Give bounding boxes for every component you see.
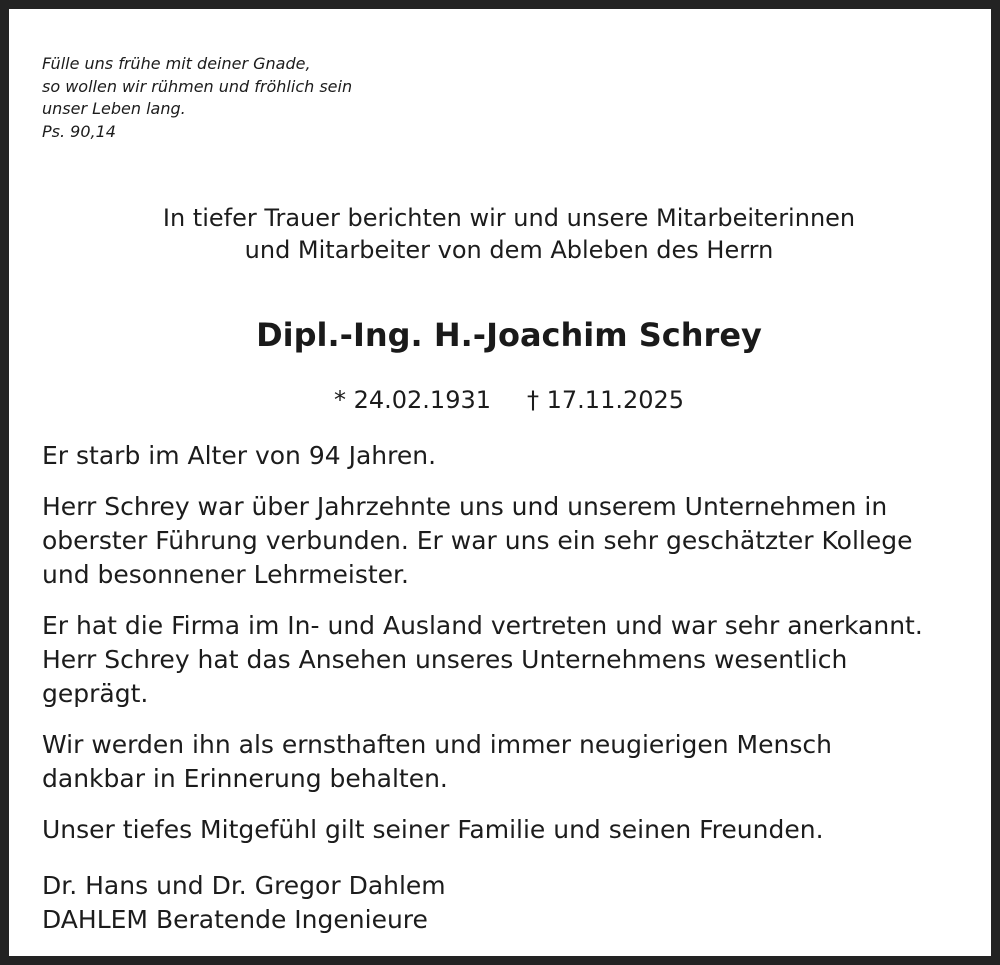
intro-line: und Mitarbeiter von dem Ableben des Herrn (244, 236, 774, 264)
paragraph-line: Wir werden ihn als ernsthaften und immer neugierigen Mensch (42, 730, 832, 759)
intro-line: In tiefer Trauer berichten wir und unsere Mitarbeiterinnen (162, 204, 856, 232)
verse-line: unser Leben lang. (42, 99, 186, 119)
paragraph (42, 813, 923, 847)
birth-date: * 24.02.1931 (333, 386, 491, 414)
intro-text (9, 202, 1000, 266)
paragraph-line: Herr Schrey war über Jahrzehnte uns und unserem Unternehmen in (42, 492, 888, 521)
paragraph (42, 728, 923, 796)
bible-verse (42, 53, 352, 143)
paragraph (42, 490, 923, 592)
verse-line: so wollen wir rühmen und fröhlich sein (42, 76, 353, 96)
death-date: † 17.11.2025 (527, 386, 685, 414)
paragraph (42, 439, 923, 473)
verse-reference: Ps. 90,14 (42, 121, 116, 141)
deceased-name: Dipl.-Ing. H.-Joachim Schrey (256, 316, 762, 354)
signers (42, 869, 446, 937)
paragraph-line: geprägt. (42, 679, 149, 708)
paragraph-line: oberster Führung verbunden. Er war uns ein sehr geschätzter Kollege (42, 526, 913, 555)
paragraph (42, 609, 923, 711)
life-dates (9, 386, 1000, 414)
paragraph-line: Herr Schrey hat das Ansehen unseres Unternehmens wesentlich (42, 645, 848, 674)
paragraph-line: und besonnener Lehrmeister. (42, 560, 409, 589)
paragraph-line: Unser tiefes Mitgefühl gilt seiner Familie und seinen Freunden. (42, 815, 824, 844)
paragraph-line: dankbar in Erinnerung behalten. (42, 764, 448, 793)
obituary-body (42, 439, 923, 864)
signer-names: Dr. Hans und Dr. Gregor Dahlem (42, 871, 446, 900)
company-name: DAHLEM Beratende Ingenieure (42, 905, 428, 934)
paragraph-line: Er hat die Firma im In- und Ausland vertreten und war sehr anerkannt. (42, 611, 923, 640)
paragraph-line: Er starb im Alter von 94 Jahren. (42, 441, 437, 470)
verse-line: Fülle uns frühe mit deiner Gnade, (42, 54, 311, 73)
